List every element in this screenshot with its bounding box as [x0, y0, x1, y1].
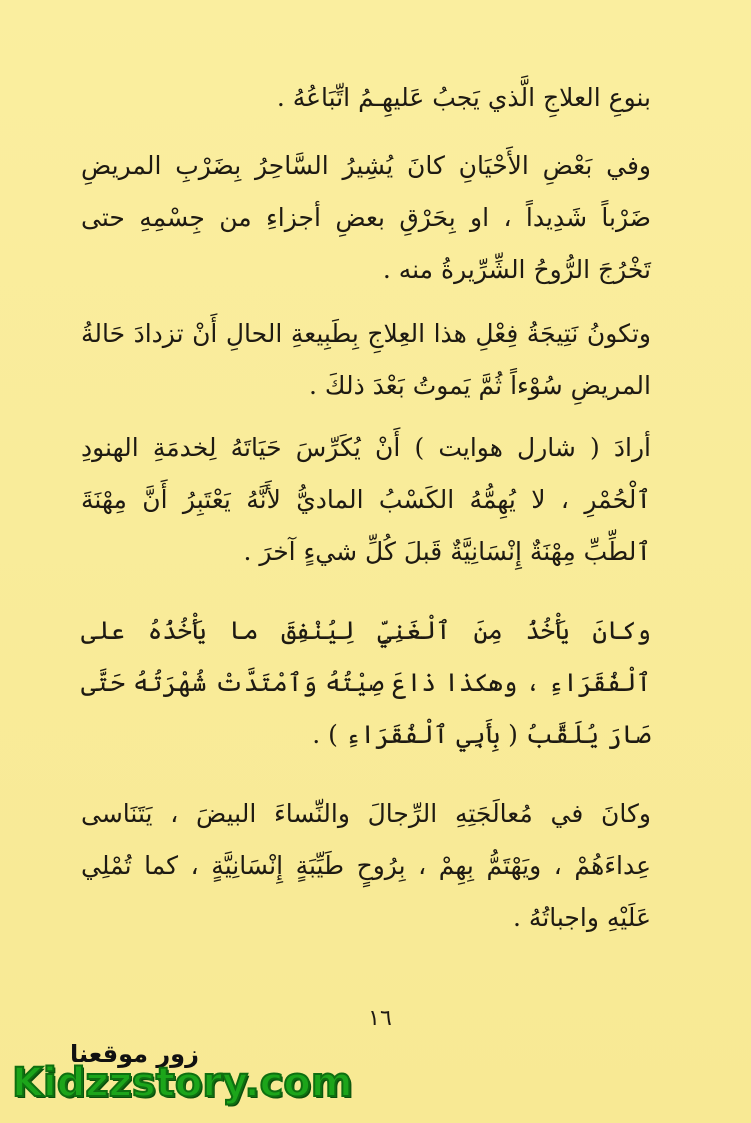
paragraph-4: أرادَ ( شارل هوايت ) أَنْ يُكَرِّسَ حَيَاتَهُ لِخدمَةِ الهنودِ ٱلْحُمْرِ ، لا يُهِمُّهُ الكَسْبُ الماديُّ لأَنَّهُ يَعْتَبِرُ أَنَّ مِهْنَةَ ٱلطِّبِّ مِهْنَةٌ إِنْسَانِيَّةٌ قَبلَ كُلِّ شيءٍ آخرَ .	[81, 433, 651, 566]
page-number: ١٦	[368, 1006, 392, 1031]
watermark-logo: Kidzzstory.com	[12, 1060, 353, 1106]
watermark-visit-text: زور موقعنا	[70, 1040, 199, 1068]
paragraph-2: وفي بَعْضِ الأَحْيَانِ كانَ يُشِيرُ السَّاحِرُ بِضَرْبِ المريضِ ضَرْباً شَدِيداً ، او بِحَرْقِ بعضِ أجزاءِ من جِسْمِهِ حتى تَخْرُجَ الرُّوحُ الشِّرِّيرةُ منه .	[81, 151, 651, 284]
paragraph-6: وكانَ في مُعالَجَتِهِ الرِّجالَ والنِّساءَ البيضَ ، يَتَنَاسى عِداءَهُمْ ، ويَهْتَمُّ بِهِمْ ، بِرُوحٍ طَيِّبَةٍ إِنْسَانِيَّةٍ ، كما تُمْلِي عَلَيْهِ واجباتُهُ .	[81, 799, 651, 932]
paragraph-5: وكانَ يَأْخُذُ مِنَ ٱلْغَنِيِّ لِيُنْفِقَ ما يَأْخُذُهُ على ٱلْفُقَرَاءِ ، وهكذا ذاعَ صِيْتُهُ وَٱمْتَدَّتْ شُهْرَتُهُ حَتَّى صَارَ يُلَقَّبُ ( بِأَبِي ٱلْفُقَرَاءِ ) .	[81, 616, 651, 749]
paragraph-1: بنوعِ العلاجِ الَّذي يَجبُ عَليهِـمُ اتِّبَاعُهُ .	[276, 83, 651, 112]
paragraph-3: وتكونُ نَتِيجَةُ فِعْلِ هذا العِلاجِ بِطَبِيعةِ الحالِ أَنْ تزدادَ حَالةُ المريضِ سُوْءاً ثُمَّ يَموتُ بَعْدَ ذلكَ .	[81, 319, 651, 400]
